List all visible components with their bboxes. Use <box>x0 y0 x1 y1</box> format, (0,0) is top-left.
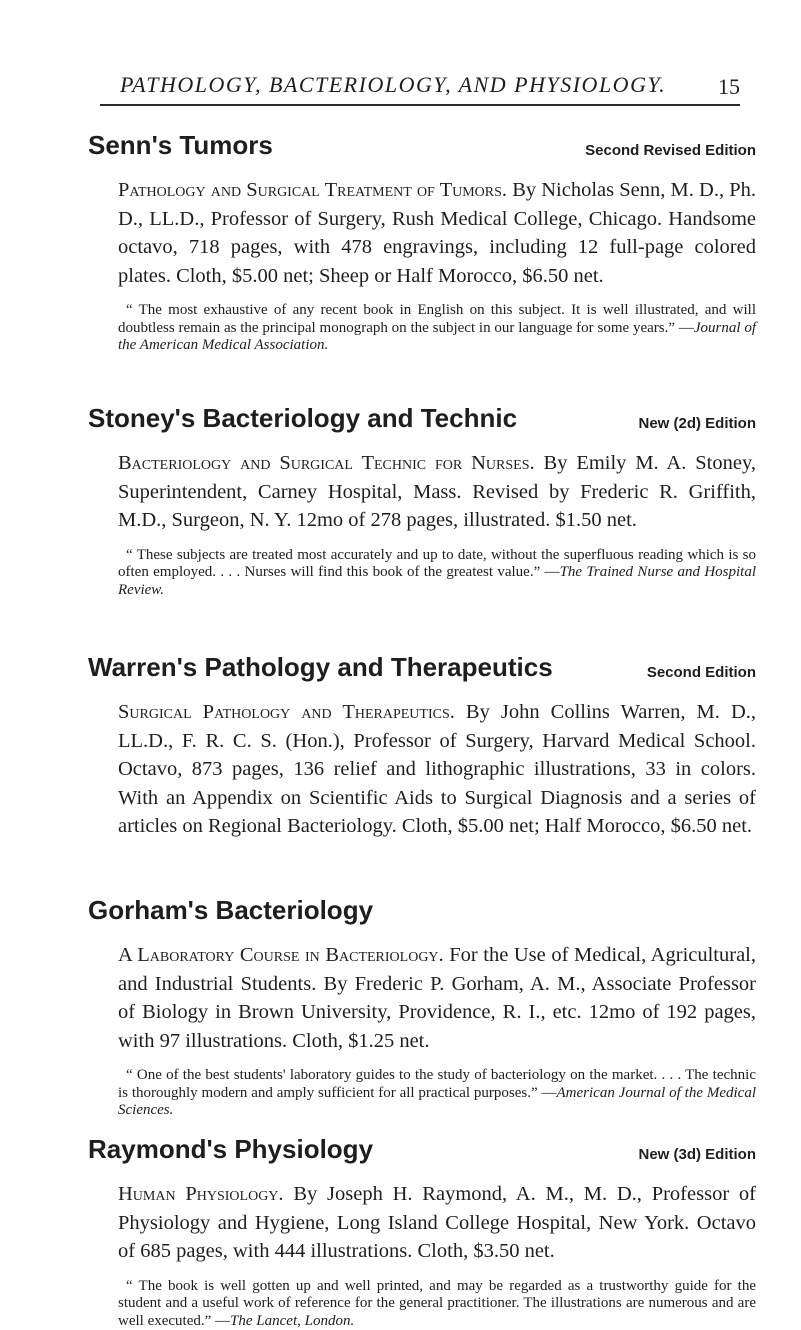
book-details: By Emily M. A. Stoney, Superintendent, Carney Hospital, Mass. Revised by Frederic R. Griffith, M.D., Surgeon, N. Y. 12mo of 278 pages, illustrated. $1.50 net. <box>118 452 756 531</box>
book-description <box>118 176 756 290</box>
book-description <box>118 1180 756 1266</box>
book-entry-gorham <box>88 895 756 1120</box>
entry-header <box>88 403 756 441</box>
book-title: Stoney's Bacteriology and Technic <box>88 403 517 434</box>
book-description <box>118 698 756 841</box>
review-quote <box>118 1278 756 1330</box>
book-subject: A Laboratory Course in Bacteriology. <box>118 944 444 966</box>
header-rule <box>100 104 740 106</box>
book-details: For the Use of Medical, Agricultural, and Industrial Students. By Frederic P. Gorham, A. M., Associate Professor of Biology in Brown University, Providence, R. I., etc. 12mo of 192 pages, with 97 illustrations. Cloth, $1.25 net. <box>118 944 756 1052</box>
book-details: By Joseph H. Raymond, A. M., M. D., Professor of Physiology and Hygiene, Long Island College Hospital, New York. Octavo of 685 pages, with 444 illustrations. Cloth, $3.50 net. <box>118 1183 756 1262</box>
book-subject: Human Physiology. <box>118 1183 284 1205</box>
book-entry-senn <box>88 130 756 355</box>
edition-label: Second Edition <box>647 664 756 681</box>
book-description <box>118 449 756 535</box>
book-subject: Surgical Pathology and Therapeutics. <box>118 701 455 723</box>
quote-source: American Journal of the Medical Sciences. <box>118 1085 756 1119</box>
entry-header <box>88 895 756 933</box>
quote-text: “ The book is well gotten up and well printed, and may be regarded as a trustworthy guide for the student and a useful work of reference for the general practitioner. The illustrations are numerous and are well executed.” — <box>118 1278 756 1329</box>
running-head: PATHOLOGY, BACTERIOLOGY, AND PHYSIOLOGY. <box>120 72 740 98</box>
entry-header <box>88 130 756 168</box>
book-title: Senn's Tumors <box>88 130 273 161</box>
edition-label: New (2d) Edition <box>639 415 757 432</box>
quote-text: “ The most exhaustive of any recent book in English on this subject. It is well illustrated, and will doubtless remain as the principal monograph on the subject in our language for some years.” — <box>118 302 756 336</box>
book-entry-raymond <box>88 1134 756 1330</box>
book-title: Raymond's Physiology <box>88 1134 373 1165</box>
quote-source: Journal of the American Medical Association. <box>118 320 756 354</box>
quote-source: The Lancet, London. <box>230 1313 354 1329</box>
entry-header <box>88 1134 756 1172</box>
edition-label: New (3d) Edition <box>639 1146 757 1163</box>
book-subject: Pathology and Surgical Treatment of Tumors. <box>118 179 507 201</box>
book-details: By Nicholas Senn, M. D., Ph. D., LL.D., Professor of Surgery, Rush Medical College, Chicago. Handsome octavo, 718 pages, with 478 engravings, including 12 full-page colored plates. Cloth, $5.00 net; Sheep or Half Morocco, $6.50 net. <box>118 179 756 287</box>
book-description <box>118 941 756 1055</box>
book-subject: Bacteriology and Surgical Technic for Nurses. <box>118 452 535 474</box>
quote-text: “ These subjects are treated most accurately and up to date, without the superfluous reading which is so often employed. . . . Nurses will find this book of the greatest value.” — <box>118 547 756 581</box>
book-details: By John Collins Warren, M. D., LL.D., F. R. C. S. (Hon.), Professor of Surgery, Harvard Medical School. Octavo, 873 pages, 136 relief and lithographic illustrations, 33 in colors. With an Appendix on Scientific Aids to Surgical Diagnosis and a series of articles on Regional Bacteriology. Cloth, $5.00 net; Half Morocco, $6.50 net. <box>118 701 756 837</box>
edition-label: Second Revised Edition <box>585 142 756 159</box>
book-entry-warren <box>88 652 756 841</box>
review-quote <box>118 302 756 355</box>
book-entry-stoney <box>88 403 756 599</box>
page-number: 15 <box>718 74 740 100</box>
quote-text: “ One of the best students' laboratory guides to the study of bacteriology on the market. . . . The technic is thoroughly modern and amply sufficient for all practical purposes.” — <box>118 1067 756 1101</box>
entry-header <box>88 652 756 690</box>
quote-source: The Trained Nurse and Hospital Review. <box>118 564 756 598</box>
review-quote <box>118 547 756 600</box>
book-title: Warren's Pathology and Therapeutics <box>88 652 553 683</box>
review-quote <box>118 1067 756 1120</box>
book-title: Gorham's Bacteriology <box>88 895 373 926</box>
